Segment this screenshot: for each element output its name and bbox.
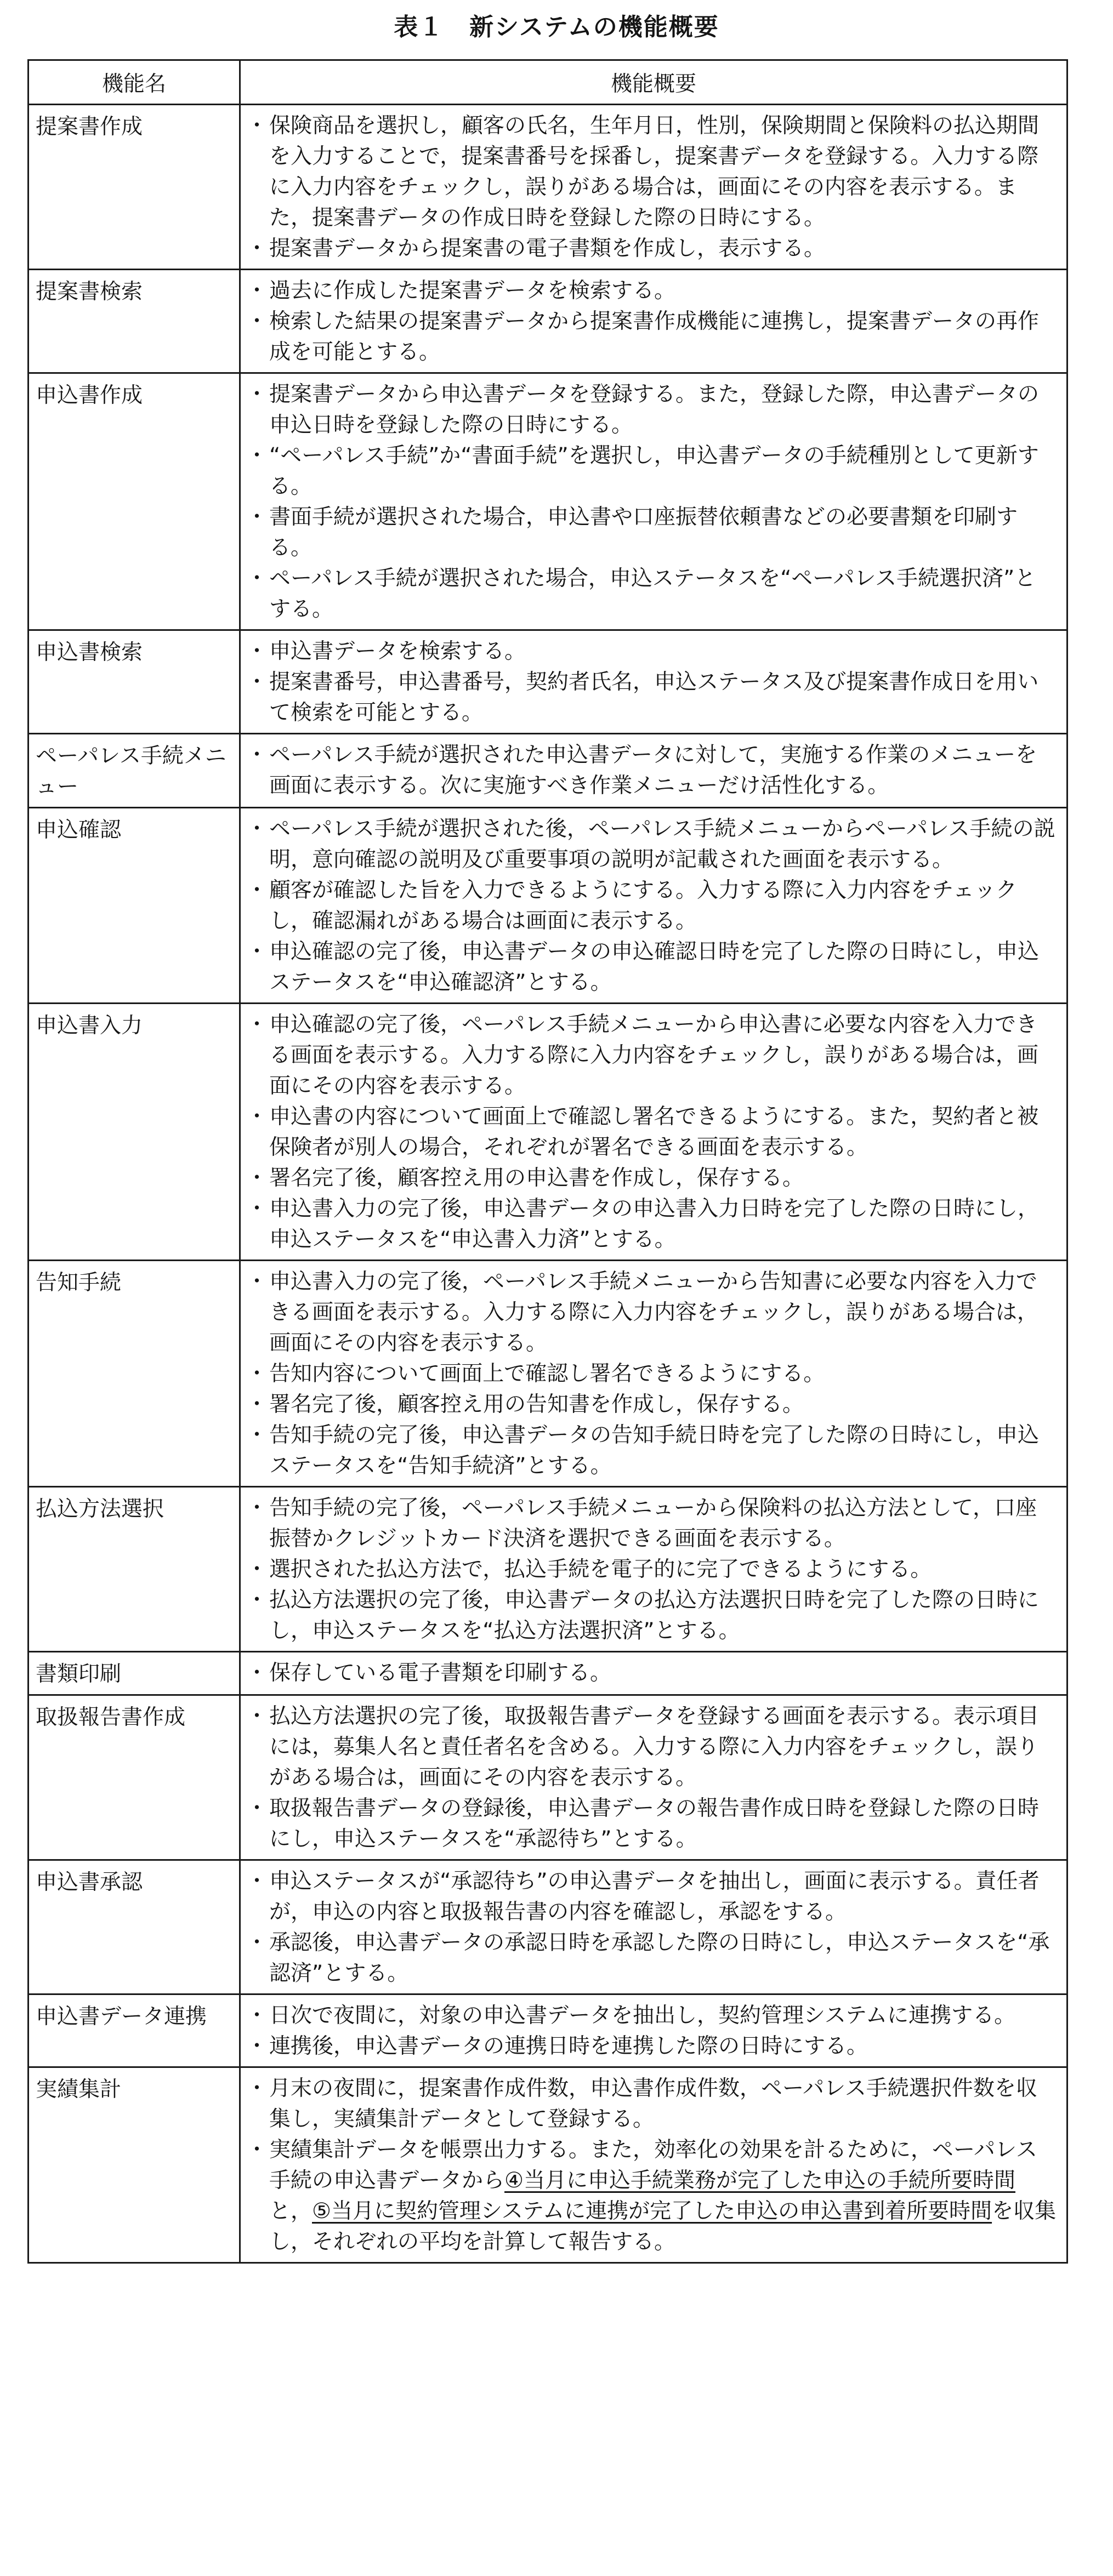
function-overview-cell bbox=[240, 1994, 1067, 2067]
function-name-cell: 提案書検索 bbox=[29, 270, 240, 373]
function-overview-cell bbox=[240, 1261, 1067, 1487]
overview-item: ・ 承認後，申込書データの承認日時を承認した際の日時にし，申込ステータスを“承認済”とする。 bbox=[246, 1928, 1057, 1989]
overview-item: ・ 顧客が確認した旨を入力できるようにする。入力する際に入力内容をチェックし，確認漏れがある場合は画面に表示する。 bbox=[246, 875, 1057, 937]
function-name-cell: 書類印刷 bbox=[29, 1652, 240, 1695]
table-row bbox=[29, 1261, 1067, 1487]
function-name-cell: 取扱報告書作成 bbox=[29, 1695, 240, 1860]
overview-item: ・ ペーパレス手続が選択された場合，申込ステータスを“ペーパレス手続選択済”とする。 bbox=[246, 563, 1057, 625]
function-overview-cell bbox=[240, 808, 1067, 1004]
function-name-cell: 実績集計 bbox=[29, 2067, 240, 2263]
function-overview-cell bbox=[240, 1487, 1067, 1652]
overview-item: ・ 申込確認の完了後，申込書データの申込確認日時を完了した際の日時にし，申込ステータスを“申込確認済”とする。 bbox=[246, 937, 1057, 998]
overview-item: ・ 申込書入力の完了後，申込書データの申込書入力日時を完了した際の日時にし，申込ステータスを“申込書入力済”とする。 bbox=[246, 1194, 1057, 1255]
function-overview-cell bbox=[240, 105, 1067, 270]
underlined-phrase-4: ④当月に申込手続業務が完了した申込の手続所要時間 bbox=[504, 2168, 1015, 2193]
overview-item: ・ 署名完了後，顧客控え用の告知書を作成し，保存する。 bbox=[246, 1389, 1057, 1420]
function-name-cell: 払込方法選択 bbox=[29, 1487, 240, 1652]
overview-item: ・ 検索した結果の提案書データから提案書作成機能に連携し，提案書データの再作成を可能とする。 bbox=[246, 306, 1057, 368]
overview-text: 実績集計データを帳票出力する。また，効率化の効果を計るために，ペーパレス手続の申込書データから bbox=[269, 2138, 1037, 2193]
underlined-phrase-5: ⑤当月に契約管理システムに連携が完了した申込の申込書到着所要時間 bbox=[312, 2199, 992, 2224]
function-overview-cell bbox=[240, 2067, 1067, 2263]
overview-item: ・ 告知手続の完了後，ペーパレス手続メニューから保険料の払込方法として，口座振替かクレジットカード決済を選択できる画面を表示する。 bbox=[246, 1493, 1057, 1554]
overview-item: ・ 提案書データから申込書データを登録する。また，登録した際，申込書データの申込日時を登録した際の日時にする。 bbox=[246, 379, 1057, 441]
overview-item: ・ 取扱報告書データの登録後，申込書データの報告書作成日時を登録した際の日時にし，申込ステータスを“承認待ち”とする。 bbox=[246, 1793, 1057, 1855]
overview-item: ・ 払込方法選択の完了後，取扱報告書データを登録する画面を表示する。表示項目には，募集人名と責任者名を含める。入力する際に入力内容をチェックし，誤りがある場合は，画面にその内容を表示する。 bbox=[246, 1701, 1057, 1793]
function-overview-cell bbox=[240, 270, 1067, 373]
table-row bbox=[29, 808, 1067, 1004]
overview-item: ・ 月末の夜間に，提案書作成件数，申込書作成件数，ペーパレス手続選択件数を収集し，実績集計データとして登録する。 bbox=[246, 2073, 1057, 2135]
overview-item: ・ 申込書入力の完了後，ペーパレス手続メニューから告知書に必要な内容を入力できる画面を表示する。入力する際に入力内容をチェックし，誤りがある場合は，画面にその内容を表示する。 bbox=[246, 1267, 1057, 1359]
table-row bbox=[29, 1994, 1067, 2067]
overview-item: ・ 告知内容について画面上で確認し署名できるようにする。 bbox=[246, 1359, 1057, 1389]
header-function-overview: 機能概要 bbox=[240, 60, 1067, 105]
overview-item: ・ 過去に作成した提案書データを検索する。 bbox=[246, 276, 1057, 306]
overview-item: ・ 選択された払込方法で，払込手続を電子的に完了できるようにする。 bbox=[246, 1554, 1057, 1585]
function-name-cell: 申込書承認 bbox=[29, 1860, 240, 1994]
table-row bbox=[29, 630, 1067, 734]
table-row bbox=[29, 1004, 1067, 1261]
function-name-cell: 告知手続 bbox=[29, 1261, 240, 1487]
overview-text: を収集し，それぞれの平均を計算して報告する。 bbox=[269, 2199, 1057, 2254]
table-row bbox=[29, 270, 1067, 373]
function-overview-cell bbox=[240, 373, 1067, 630]
function-name-cell: 申込書検索 bbox=[29, 630, 240, 734]
function-name-cell: 提案書作成 bbox=[29, 105, 240, 270]
overview-item: ・ “ペーパレス手続”か“書面手続”を選択し，申込書データの手続種別として更新する。 bbox=[246, 441, 1057, 502]
overview-item: ・ 保険商品を選択し，顧客の氏名，生年月日，性別，保険期間と保険料の払込期間を入力することで，提案書番号を採番し，提案書データを登録する。入力する際に入力内容をチェックし，誤りがある場合は，画面にその内容を表示する。また，提案書データの作成日時を登録した際の日時にする。 bbox=[246, 111, 1057, 233]
table-caption: 表１ 新システムの機能概要 bbox=[394, 13, 719, 41]
table-row bbox=[29, 373, 1067, 630]
function-overview-cell bbox=[240, 734, 1067, 808]
table-row bbox=[29, 1695, 1067, 1860]
function-overview-table bbox=[27, 59, 1068, 2264]
overview-item: ・ 申込書データを検索する。 bbox=[246, 636, 1057, 667]
overview-item: ・ 保存している電子書類を印刷する。 bbox=[246, 1658, 1057, 1689]
overview-item: ・ 申込ステータスが“承認待ち”の申込書データを抽出し，画面に表示する。責任者が，申込の内容と取扱報告書の内容を確認し，承認をする。 bbox=[246, 1866, 1057, 1928]
overview-item: ・ 払込方法選択の完了後，申込書データの払込方法選択日時を完了した際の日時にし，申込ステータスを“払込方法選択済”とする。 bbox=[246, 1585, 1057, 1646]
function-overview-cell bbox=[240, 1004, 1067, 1261]
function-overview-cell bbox=[240, 630, 1067, 734]
function-overview-cell bbox=[240, 1860, 1067, 1994]
table-row bbox=[29, 2067, 1067, 2263]
function-name-cell: 申込書入力 bbox=[29, 1004, 240, 1261]
overview-item bbox=[246, 2135, 1057, 2258]
overview-item: ・ ペーパレス手続が選択された申込書データに対して，実施する作業のメニューを画面に表示する。次に実施すべき作業メニューだけ活性化する。 bbox=[246, 740, 1057, 801]
overview-item: ・ ペーパレス手続が選択された後，ペーパレス手続メニューからペーパレス手続の説明，意向確認の説明及び重要事項の説明が記載された画面を表示する。 bbox=[246, 814, 1057, 875]
table-header-row bbox=[29, 60, 1067, 105]
table-row bbox=[29, 105, 1067, 270]
function-name-cell: 申込書作成 bbox=[29, 373, 240, 630]
overview-text: と， bbox=[269, 2199, 313, 2224]
overview-item: ・ 書面手続が選択された場合，申込書や口座振替依頼書などの必要書類を印刷する。 bbox=[246, 502, 1057, 563]
function-name-cell: 申込書データ連携 bbox=[29, 1994, 240, 2067]
overview-item: ・ 連携後，申込書データの連携日時を連携した際の日時にする。 bbox=[246, 2031, 1057, 2062]
table-row bbox=[29, 1860, 1067, 1994]
table-row bbox=[29, 1652, 1067, 1695]
table-row bbox=[29, 1487, 1067, 1652]
function-name-cell: 申込確認 bbox=[29, 808, 240, 1004]
header-function-name: 機能名 bbox=[29, 60, 240, 105]
overview-item: ・ 提案書番号，申込書番号，契約者氏名，申込ステータス及び提案書作成日を用いて検索を可能とする。 bbox=[246, 667, 1057, 728]
overview-item: ・ 署名完了後，顧客控え用の申込書を作成し，保存する。 bbox=[246, 1163, 1057, 1194]
overview-item: ・ 申込確認の完了後，ペーパレス手続メニューから申込書に必要な内容を入力できる画面を表示する。入力する際に入力内容をチェックし，誤りがある場合は，画面にその内容を表示する。 bbox=[246, 1010, 1057, 1102]
function-name-cell: ペーパレス手続メニュー bbox=[29, 734, 240, 808]
overview-item: ・ 日次で夜間に，対象の申込書データを抽出し，契約管理システムに連携する。 bbox=[246, 2001, 1057, 2031]
overview-item: ・ 申込書の内容について画面上で確認し署名できるようにする。また，契約者と被保険者が別人の場合，それぞれが署名できる画面を表示する。 bbox=[246, 1102, 1057, 1163]
function-overview-cell bbox=[240, 1695, 1067, 1860]
table-row bbox=[29, 734, 1067, 808]
overview-item: ・ 提案書データから提案書の電子書類を作成し，表示する。 bbox=[246, 233, 1057, 264]
function-overview-cell bbox=[240, 1652, 1067, 1695]
overview-item: ・ 告知手続の完了後，申込書データの告知手続日時を完了した際の日時にし，申込ステータスを“告知手続済”とする。 bbox=[246, 1420, 1057, 1481]
